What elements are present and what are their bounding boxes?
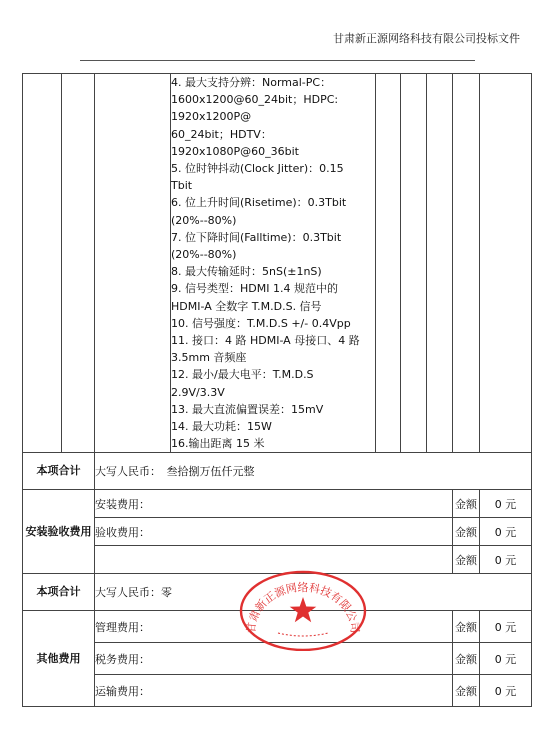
spec-line: 8. 最大传输延时：5nS(±1nS)	[171, 265, 322, 279]
seal-star-icon	[290, 597, 317, 622]
subtotal-amount-text: 大写人民币： 叁拾捌万伍仟元整	[95, 453, 532, 490]
spec-list	[171, 74, 375, 452]
spec-line: HDMI-A 全数字 T.M.D.S. 信号	[171, 299, 322, 313]
install-row	[23, 490, 532, 518]
other-fee-row	[23, 675, 532, 707]
spec-line: 4. 最大支持分辨：Normal-PC：	[171, 76, 332, 89]
subtotal-row-1	[23, 453, 532, 490]
spec-line: 16.输出距离 15 米	[171, 437, 265, 451]
spec-line: 14. 最大功耗：15W	[171, 420, 272, 434]
amount-label: 金额	[453, 643, 480, 675]
install-fee-label: 安装验收费用	[23, 490, 95, 574]
spec-line: 12. 最小/最大电平：T.M.D.S	[171, 368, 314, 382]
spec-line: 11. 接口：4 路 HDMI-A 母接口、4 路	[171, 334, 360, 348]
spec-line: (20%--80%)	[171, 248, 237, 262]
spec-line: 60_24bit；HDTV：	[171, 127, 272, 141]
spec-row	[23, 74, 532, 453]
tax-fee-item: 税务费用：	[95, 643, 453, 675]
amount-value: 0 元	[480, 643, 532, 675]
spec-line: 2.9V/3.3V	[171, 385, 225, 399]
seal-code-line	[278, 633, 328, 636]
transport-fee-item: 运输费用：	[95, 675, 453, 707]
spec-line: 6. 位上升时间(Risetime)：0.3Tbit	[171, 196, 347, 210]
install-fee-item: 安装费用：	[95, 490, 453, 518]
management-fee-item: 管理费用：	[95, 611, 453, 643]
amount-label: 金额	[453, 490, 480, 518]
subtotal-label: 本项合计	[23, 574, 95, 611]
spec-line: 1600x1200@60_24bit；HDPC:	[171, 93, 339, 107]
amount-value: 0 元	[480, 490, 532, 518]
spec-cell	[171, 74, 376, 453]
spec-line: Tbit	[171, 179, 193, 193]
amount-value: 0 元	[480, 546, 532, 574]
amount-label: 金额	[453, 546, 480, 574]
subtotal-amount-text: 大写人民币：零	[95, 574, 532, 611]
install-row	[23, 518, 532, 546]
header-rule	[80, 60, 475, 61]
other-fee-label: 其他费用	[23, 611, 95, 707]
spec-line: 10. 信号强度：T.M.D.S +/- 0.4Vpp	[171, 316, 351, 330]
acceptance-fee-item: 验收费用：	[95, 518, 453, 546]
amount-label: 金额	[453, 518, 480, 546]
seal-text: 甘肃新正源网络科技有限公司	[244, 581, 362, 634]
spec-line: 1920x1200P@	[171, 110, 252, 124]
amount-value: 0 元	[480, 518, 532, 546]
spec-line: 7. 位下降时间(Falltime)：0.3Tbit	[171, 230, 342, 244]
spec-line: 13. 最大直流偏置误差：15mV	[171, 402, 324, 416]
spec-line: 9. 信号类型：HDMI 1.4 规范中的	[171, 282, 338, 296]
company-seal	[238, 567, 368, 651]
subtotal-label: 本项合计	[23, 453, 95, 490]
document-header: 甘肃新正源网络科技有限公司投标文件	[333, 32, 520, 45]
spec-line: 5. 位时钟抖动(Clock Jitter)：0.15	[171, 162, 344, 176]
spec-line: (20%--80%)	[171, 213, 237, 227]
amount-label: 金额	[453, 675, 480, 707]
spec-line: 1920x1080P@60_36bit	[171, 144, 299, 158]
amount-label: 金额	[453, 611, 480, 643]
amount-value: 0 元	[480, 675, 532, 707]
amount-value: 0 元	[480, 611, 532, 643]
spec-line: 3.5mm 音频座	[171, 351, 247, 365]
